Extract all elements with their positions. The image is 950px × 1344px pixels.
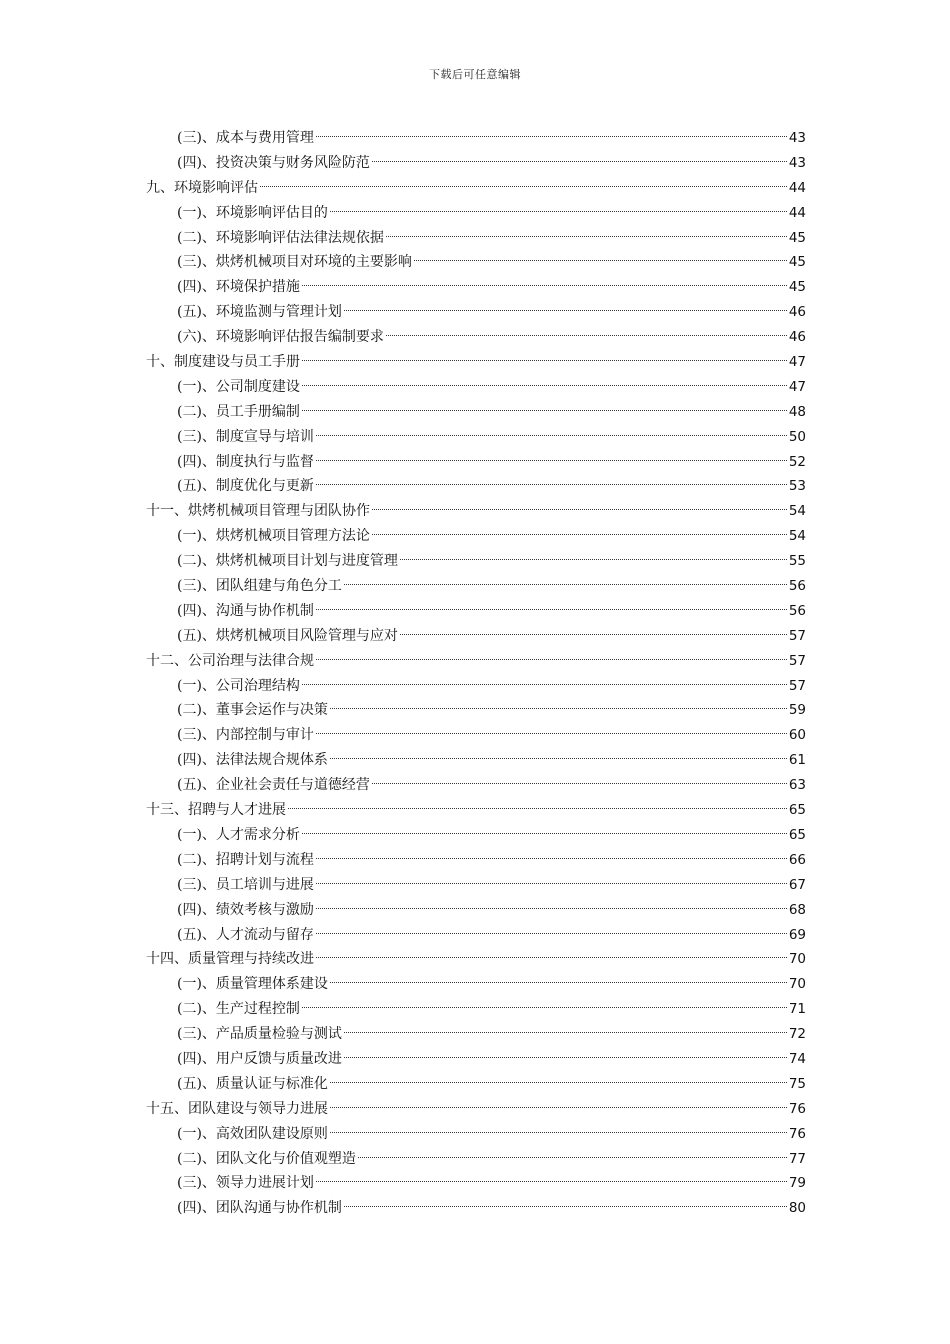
- toc-entry-page-number: 46: [788, 304, 806, 321]
- toc-section-entry[interactable]: [146, 126, 806, 151]
- toc-section-entry[interactable]: [146, 1022, 806, 1047]
- toc-dot-leader: [302, 285, 787, 286]
- toc-dot-leader: [288, 808, 787, 809]
- toc-section-entry[interactable]: [146, 1047, 806, 1072]
- toc-entry-title: (二)、烘烤机械项目计划与进度管理: [177, 553, 398, 570]
- toc-entry-title: 九、环境影响评估: [146, 179, 258, 196]
- toc-dot-leader: [344, 310, 787, 311]
- toc-entry-title: (四)、制度执行与监督: [177, 453, 314, 470]
- toc-section-entry[interactable]: [146, 674, 806, 699]
- toc-chapter-entry[interactable]: [146, 798, 806, 823]
- toc-entry-title: (一)、人才需求分析: [177, 826, 300, 843]
- toc-section-entry[interactable]: [146, 300, 806, 325]
- toc-dot-leader: [386, 236, 787, 237]
- toc-section-entry[interactable]: [146, 450, 806, 475]
- toc-entry-page-number: 65: [788, 802, 806, 819]
- toc-section-entry[interactable]: [146, 923, 806, 948]
- toc-entry-page-number: 54: [788, 503, 806, 520]
- toc-chapter-entry[interactable]: [146, 947, 806, 972]
- toc-dot-leader: [344, 584, 787, 585]
- toc-entry-page-number: 43: [788, 130, 806, 146]
- toc-section-entry[interactable]: [146, 524, 806, 549]
- toc-dot-leader: [316, 933, 787, 934]
- toc-entry-page-number: 68: [788, 901, 806, 918]
- toc-chapter-entry[interactable]: [146, 649, 806, 674]
- toc-entry-page-number: 59: [788, 702, 806, 719]
- toc-entry-page-number: 46: [788, 329, 806, 346]
- toc-dot-leader: [316, 908, 787, 909]
- toc-dot-leader: [316, 858, 787, 859]
- toc-entry-page-number: 77: [788, 1150, 806, 1167]
- toc-section-entry[interactable]: [146, 773, 806, 798]
- toc-section-entry[interactable]: [146, 898, 806, 923]
- toc-dot-leader: [316, 435, 787, 436]
- toc-entry-page-number: 79: [788, 1175, 806, 1192]
- toc-entry-page-number: 57: [788, 677, 806, 694]
- toc-dot-leader: [414, 260, 787, 261]
- toc-dot-leader: [330, 1107, 787, 1108]
- toc-entry-page-number: 76: [788, 1100, 806, 1117]
- toc-entry-page-number: 45: [788, 229, 806, 246]
- toc-section-entry[interactable]: [146, 873, 806, 898]
- toc-entry-page-number: 69: [788, 926, 806, 943]
- toc-section-entry[interactable]: [146, 1122, 806, 1147]
- toc-entry-title: (二)、环境影响评估法律法规依据: [177, 229, 384, 246]
- toc-dot-leader: [344, 1057, 787, 1058]
- toc-section-entry[interactable]: [146, 599, 806, 624]
- toc-dot-leader: [302, 385, 787, 386]
- toc-entry-title: (三)、烘烤机械项目对环境的主要影响: [177, 254, 412, 271]
- toc-entry-page-number: 60: [788, 727, 806, 744]
- toc-dot-leader: [372, 534, 787, 535]
- toc-section-entry[interactable]: [146, 723, 806, 748]
- toc-entry-title: 十三、招聘与人才进展: [146, 802, 286, 819]
- toc-entry-title: 十四、质量管理与持续改进: [146, 951, 314, 968]
- toc-chapter-entry[interactable]: [146, 499, 806, 524]
- toc-entry-title: (五)、质量认证与标准化: [177, 1075, 328, 1092]
- toc-dot-leader: [316, 609, 787, 610]
- toc-section-entry[interactable]: [146, 400, 806, 425]
- toc-entry-title: (三)、制度宣导与培训: [177, 428, 314, 445]
- toc-dot-leader: [316, 136, 787, 137]
- toc-entry-title: 十五、团队建设与领导力进展: [146, 1100, 328, 1117]
- toc-section-entry[interactable]: [146, 823, 806, 848]
- toc-entry-title: (五)、烘烤机械项目风险管理与应对: [177, 627, 398, 644]
- toc-entry-page-number: 75: [788, 1075, 806, 1092]
- toc-entry-title: (三)、员工培训与进展: [177, 876, 314, 893]
- toc-entry-title: (五)、环境监测与管理计划: [177, 304, 342, 321]
- toc-section-entry[interactable]: [146, 848, 806, 873]
- toc-entry-title: (三)、领导力进展计划: [177, 1175, 314, 1192]
- toc-dot-leader: [302, 833, 787, 834]
- toc-entry-title: (四)、团队沟通与协作机制: [177, 1200, 342, 1217]
- toc-dot-leader: [302, 684, 787, 685]
- toc-entry-title: (一)、烘烤机械项目管理方法论: [177, 528, 370, 545]
- toc-entry-page-number: 71: [788, 1001, 806, 1018]
- toc-section-entry[interactable]: [146, 1072, 806, 1097]
- toc-entry-page-number: 70: [788, 951, 806, 968]
- toc-entry-page-number: 80: [788, 1200, 806, 1217]
- toc-entry-title: (五)、企业社会责任与道德经营: [177, 777, 370, 794]
- toc-dot-leader: [316, 460, 787, 461]
- toc-section-entry[interactable]: [146, 1147, 806, 1172]
- toc-entry-page-number: 61: [788, 752, 806, 769]
- toc-section-entry[interactable]: [146, 151, 806, 176]
- toc-dot-leader: [372, 783, 787, 784]
- toc-entry-title: 十二、公司治理与法律合规: [146, 652, 314, 669]
- toc-entry-page-number: 43: [788, 154, 806, 171]
- toc-entry-page-number: 74: [788, 1050, 806, 1067]
- toc-section-entry[interactable]: [146, 201, 806, 226]
- toc-entry-page-number: 48: [788, 403, 806, 420]
- toc-dot-leader: [316, 1181, 787, 1182]
- toc-dot-leader: [330, 211, 787, 212]
- toc-dot-leader: [386, 335, 787, 336]
- toc-entry-page-number: 47: [788, 378, 806, 395]
- toc-section-entry[interactable]: [146, 624, 806, 649]
- page-header: 下载后可任意编辑: [429, 68, 521, 81]
- toc-dot-leader: [400, 559, 787, 560]
- toc-entry-title: (一)、公司制度建设: [177, 378, 300, 395]
- toc-section-entry[interactable]: [146, 375, 806, 400]
- toc-dot-leader: [330, 1082, 787, 1083]
- toc-section-entry[interactable]: [146, 698, 806, 723]
- toc-entry-page-number: 55: [788, 553, 806, 570]
- toc-chapter-entry[interactable]: [146, 1097, 806, 1122]
- toc-dot-leader: [400, 634, 787, 635]
- toc-section-entry[interactable]: [146, 275, 806, 300]
- toc-entry-title: (三)、内部控制与审计: [177, 727, 314, 744]
- toc-entry-page-number: 63: [788, 777, 806, 794]
- toc-entry-page-number: 65: [788, 826, 806, 843]
- toc-dot-leader: [316, 484, 787, 485]
- toc-dot-leader: [344, 1032, 787, 1033]
- toc-entry-page-number: 54: [788, 528, 806, 545]
- toc-entry-page-number: 57: [788, 627, 806, 644]
- table-of-contents: [146, 126, 806, 1221]
- toc-entry-page-number: 44: [788, 179, 806, 196]
- toc-entry-page-number: 50: [788, 428, 806, 445]
- toc-dot-leader: [302, 1007, 787, 1008]
- toc-entry-title: (一)、公司治理结构: [177, 677, 300, 694]
- toc-entry-title: (四)、投资决策与财务风险防范: [177, 154, 370, 171]
- toc-section-entry[interactable]: [146, 972, 806, 997]
- toc-entry-title: (一)、质量管理体系建设: [177, 976, 328, 993]
- toc-entry-title: (六)、环境影响评估报告编制要求: [177, 329, 384, 346]
- toc-section-entry[interactable]: [146, 748, 806, 773]
- toc-section-entry[interactable]: [146, 1171, 806, 1196]
- toc-entry-title: (二)、团队文化与价值观塑造: [177, 1150, 356, 1167]
- toc-entry-title: (四)、环境保护措施: [177, 279, 300, 296]
- toc-entry-page-number: 76: [788, 1125, 806, 1142]
- toc-dot-leader: [330, 758, 787, 759]
- toc-section-entry[interactable]: [146, 549, 806, 574]
- toc-entry-title: (三)、成本与费用管理: [177, 130, 314, 146]
- toc-entry-page-number: 57: [788, 652, 806, 669]
- toc-entry-title: (三)、产品质量检验与测试: [177, 1026, 342, 1043]
- toc-entry-title: (五)、制度优化与更新: [177, 478, 314, 495]
- toc-section-entry[interactable]: [146, 325, 806, 350]
- toc-dot-leader: [260, 186, 787, 187]
- toc-entry-title: (四)、绩效考核与激励: [177, 901, 314, 918]
- toc-entry-page-number: 44: [788, 204, 806, 221]
- toc-section-entry[interactable]: [146, 250, 806, 275]
- toc-entry-title: (二)、员工手册编制: [177, 403, 300, 420]
- toc-dot-leader: [330, 982, 787, 983]
- toc-entry-page-number: 52: [788, 453, 806, 470]
- toc-dot-leader: [316, 733, 787, 734]
- toc-entry-page-number: 67: [788, 876, 806, 893]
- toc-entry-title: (二)、生产过程控制: [177, 1001, 300, 1018]
- toc-section-entry[interactable]: [146, 1196, 806, 1221]
- toc-entry-page-number: 45: [788, 279, 806, 296]
- toc-entry-title: (四)、沟通与协作机制: [177, 602, 314, 619]
- toc-entry-page-number: 53: [788, 478, 806, 495]
- toc-entry-title: (四)、用户反馈与质量改进: [177, 1050, 342, 1067]
- toc-entry-title: (五)、人才流动与留存: [177, 926, 314, 943]
- toc-entry-title: (一)、高效团队建设原则: [177, 1125, 328, 1142]
- toc-section-entry[interactable]: [146, 226, 806, 251]
- toc-entry-title: 十、制度建设与员工手册: [146, 354, 300, 371]
- toc-dot-leader: [316, 659, 787, 660]
- toc-entry-title: (四)、法律法规合规体系: [177, 752, 328, 769]
- toc-dot-leader: [316, 957, 787, 958]
- toc-chapter-entry[interactable]: [146, 176, 806, 201]
- toc-dot-leader: [302, 360, 787, 361]
- toc-entry-page-number: 70: [788, 976, 806, 993]
- toc-entry-page-number: 66: [788, 851, 806, 868]
- toc-dot-leader: [330, 708, 787, 709]
- toc-chapter-entry[interactable]: [146, 350, 806, 375]
- toc-entry-page-number: 47: [788, 354, 806, 371]
- toc-section-entry[interactable]: [146, 474, 806, 499]
- toc-dot-leader: [316, 883, 787, 884]
- toc-section-entry[interactable]: [146, 574, 806, 599]
- toc-section-entry[interactable]: [146, 425, 806, 450]
- toc-entry-title: 十一、烘烤机械项目管理与团队协作: [146, 503, 370, 520]
- toc-entry-title: (二)、招聘计划与流程: [177, 851, 314, 868]
- toc-dot-leader: [330, 1132, 787, 1133]
- toc-dot-leader: [302, 410, 787, 411]
- toc-dot-leader: [358, 1157, 787, 1158]
- toc-entry-title: (二)、董事会运作与决策: [177, 702, 328, 719]
- toc-section-entry[interactable]: [146, 997, 806, 1022]
- toc-entry-page-number: 72: [788, 1026, 806, 1043]
- toc-dot-leader: [344, 1206, 787, 1207]
- toc-entry-title: (三)、团队组建与角色分工: [177, 578, 342, 595]
- toc-entry-page-number: 56: [788, 578, 806, 595]
- toc-entry-page-number: 45: [788, 254, 806, 271]
- toc-dot-leader: [372, 161, 787, 162]
- toc-entry-page-number: 56: [788, 602, 806, 619]
- toc-entry-title: (一)、环境影响评估目的: [177, 204, 328, 221]
- toc-dot-leader: [372, 509, 787, 510]
